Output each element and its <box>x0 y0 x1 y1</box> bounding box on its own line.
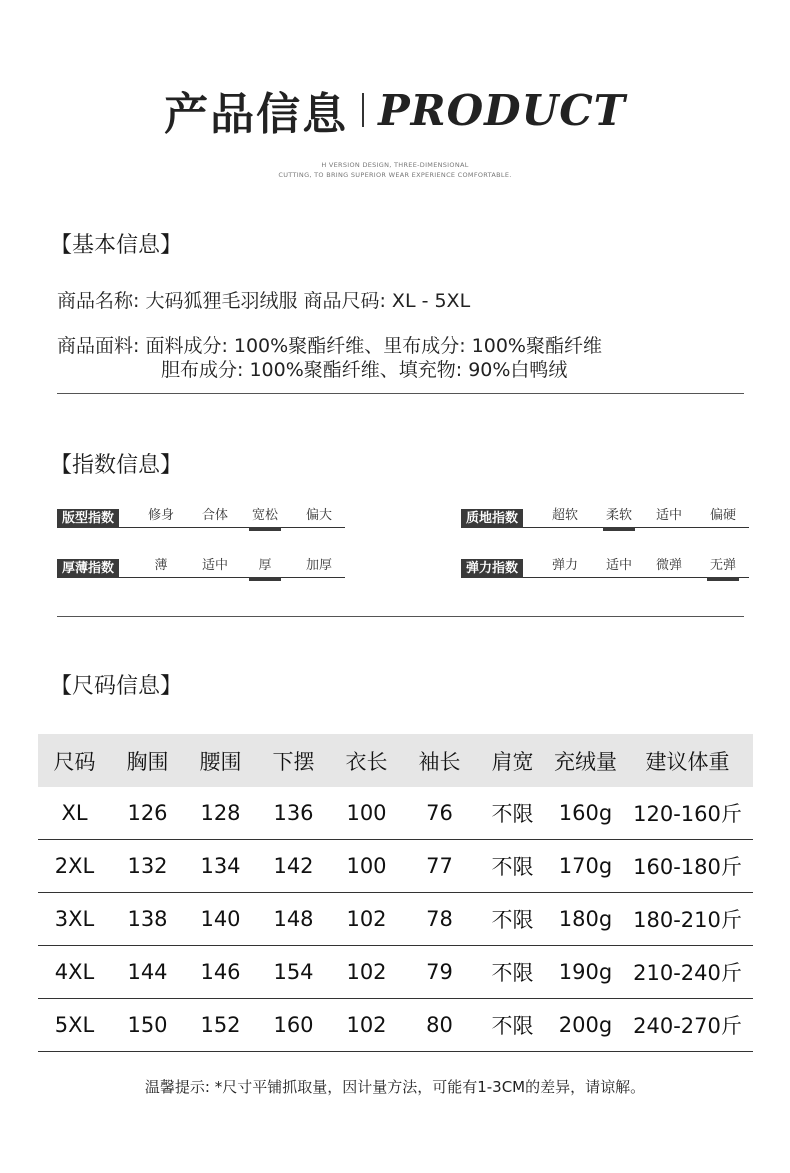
table-cell: 5XL <box>38 999 111 1052</box>
header-title-en: PRODUCT <box>378 85 626 135</box>
table-cell: 3XL <box>38 893 111 946</box>
basic-info-line-2: 商品面料: 面料成分: 100%聚酯纤维、里布成分: 100%聚酯纤维 <box>57 335 602 357</box>
basic-info-line-3: 胆布成分: 100%聚酯纤维、填充物: 90%白鸭绒 <box>161 359 568 381</box>
basic-info-line-1: 商品名称: 大码狐狸毛羽绒服 商品尺码: XL - 5XL <box>57 290 471 312</box>
page-header <box>0 78 790 180</box>
index-selected-marker <box>249 527 281 531</box>
table-row <box>38 787 753 840</box>
table-cell: 不限 <box>476 787 549 840</box>
header-title-cn: 产品信息 <box>164 89 349 140</box>
header-subtitle-line2: CUTTING, TO BRING SUPERIOR WEAR EXPERIENCE COMFORTABLE. <box>278 171 512 179</box>
table-cell: 100 <box>330 840 403 893</box>
size-table-header-cell: 胸围 <box>111 734 184 787</box>
size-table-header-cell: 下摆 <box>257 734 330 787</box>
index-group <box>461 504 749 528</box>
basic-info-title: 【基本信息】 <box>50 233 183 258</box>
table-cell: 102 <box>330 893 403 946</box>
table-cell: 100 <box>330 787 403 840</box>
table-cell: 142 <box>257 840 330 893</box>
table-cell: 138 <box>111 893 184 946</box>
size-info-title: 【尺码信息】 <box>50 674 183 699</box>
index-label: 版型指数 <box>57 509 119 528</box>
table-cell: 136 <box>257 787 330 840</box>
table-cell: 不限 <box>476 999 549 1052</box>
table-cell: 180-210斤 <box>622 893 753 946</box>
table-cell: 102 <box>330 999 403 1052</box>
table-cell: 190g <box>549 946 622 999</box>
size-tip: 温馨提示: *尺寸平铺抓取量，因计量方法，可能有1-3CM的差异，请谅解。 <box>144 1078 646 1096</box>
table-cell: 102 <box>330 946 403 999</box>
table-cell: 134 <box>184 840 257 893</box>
index-option: 修身 <box>147 508 175 523</box>
index-option: 偏硬 <box>709 508 737 523</box>
size-table-header <box>38 734 753 787</box>
table-cell: 140 <box>184 893 257 946</box>
table-row <box>38 893 753 946</box>
table-cell: 146 <box>184 946 257 999</box>
table-cell: 200g <box>549 999 622 1052</box>
header-title <box>164 78 626 142</box>
size-table-body <box>38 787 753 1052</box>
index-label: 质地指数 <box>461 509 523 528</box>
size-table-header-cell: 衣长 <box>330 734 403 787</box>
index-option: 超软 <box>551 508 579 523</box>
index-option: 偏大 <box>305 508 333 523</box>
size-table <box>38 734 753 1052</box>
table-cell: 152 <box>184 999 257 1052</box>
index-option: 无弹 <box>709 558 737 573</box>
index-group <box>461 554 749 578</box>
header-subtitle-line1: H VERSION DESIGN, THREE-DIMENSIONAL <box>321 161 469 169</box>
table-cell: 不限 <box>476 840 549 893</box>
table-cell: 76 <box>403 787 476 840</box>
table-cell: 2XL <box>38 840 111 893</box>
size-table-header-cell: 尺码 <box>38 734 111 787</box>
size-table-header-cell: 建议体重 <box>622 734 753 787</box>
table-row <box>38 999 753 1052</box>
index-label: 弹力指数 <box>461 559 523 578</box>
size-table-header-cell: 袖长 <box>403 734 476 787</box>
table-cell: 180g <box>549 893 622 946</box>
table-cell: 128 <box>184 787 257 840</box>
size-table-header-cell: 肩宽 <box>476 734 549 787</box>
index-option: 厚 <box>258 558 272 573</box>
table-cell: 80 <box>403 999 476 1052</box>
table-cell: 144 <box>111 946 184 999</box>
table-row <box>38 946 753 999</box>
index-option: 适中 <box>605 558 633 573</box>
table-cell: 154 <box>257 946 330 999</box>
table-cell: 不限 <box>476 946 549 999</box>
index-option: 适中 <box>201 558 229 573</box>
divider <box>57 616 744 617</box>
table-cell: 148 <box>257 893 330 946</box>
index-group <box>57 504 345 528</box>
index-option: 加厚 <box>305 558 333 573</box>
index-selected-marker <box>707 577 739 581</box>
index-option: 宽松 <box>251 508 279 523</box>
index-selected-marker <box>603 527 635 531</box>
index-info-title: 【指数信息】 <box>50 453 183 478</box>
table-cell: 78 <box>403 893 476 946</box>
table-cell: 132 <box>111 840 184 893</box>
table-cell: 160g <box>549 787 622 840</box>
table-cell: 4XL <box>38 946 111 999</box>
header-divider <box>362 93 364 127</box>
table-cell: 150 <box>111 999 184 1052</box>
table-cell: XL <box>38 787 111 840</box>
table-cell: 210-240斤 <box>622 946 753 999</box>
divider <box>57 393 744 394</box>
index-group <box>57 554 345 578</box>
table-cell: 不限 <box>476 893 549 946</box>
index-option: 薄 <box>154 558 168 573</box>
index-label: 厚薄指数 <box>57 559 119 578</box>
table-cell: 240-270斤 <box>622 999 753 1052</box>
index-option: 柔软 <box>605 508 633 523</box>
table-cell: 160 <box>257 999 330 1052</box>
table-row <box>38 840 753 893</box>
size-table-header-cell: 腰围 <box>184 734 257 787</box>
header-subtitle <box>0 160 790 180</box>
index-selected-marker <box>249 577 281 581</box>
size-table-header-cell: 充绒量 <box>549 734 622 787</box>
index-option: 合体 <box>201 508 229 523</box>
table-cell: 170g <box>549 840 622 893</box>
index-option: 适中 <box>655 508 683 523</box>
index-option: 微弹 <box>655 558 683 573</box>
table-cell: 77 <box>403 840 476 893</box>
table-cell: 160-180斤 <box>622 840 753 893</box>
index-option: 弹力 <box>551 558 579 573</box>
table-cell: 120-160斤 <box>622 787 753 840</box>
table-cell: 126 <box>111 787 184 840</box>
table-cell: 79 <box>403 946 476 999</box>
